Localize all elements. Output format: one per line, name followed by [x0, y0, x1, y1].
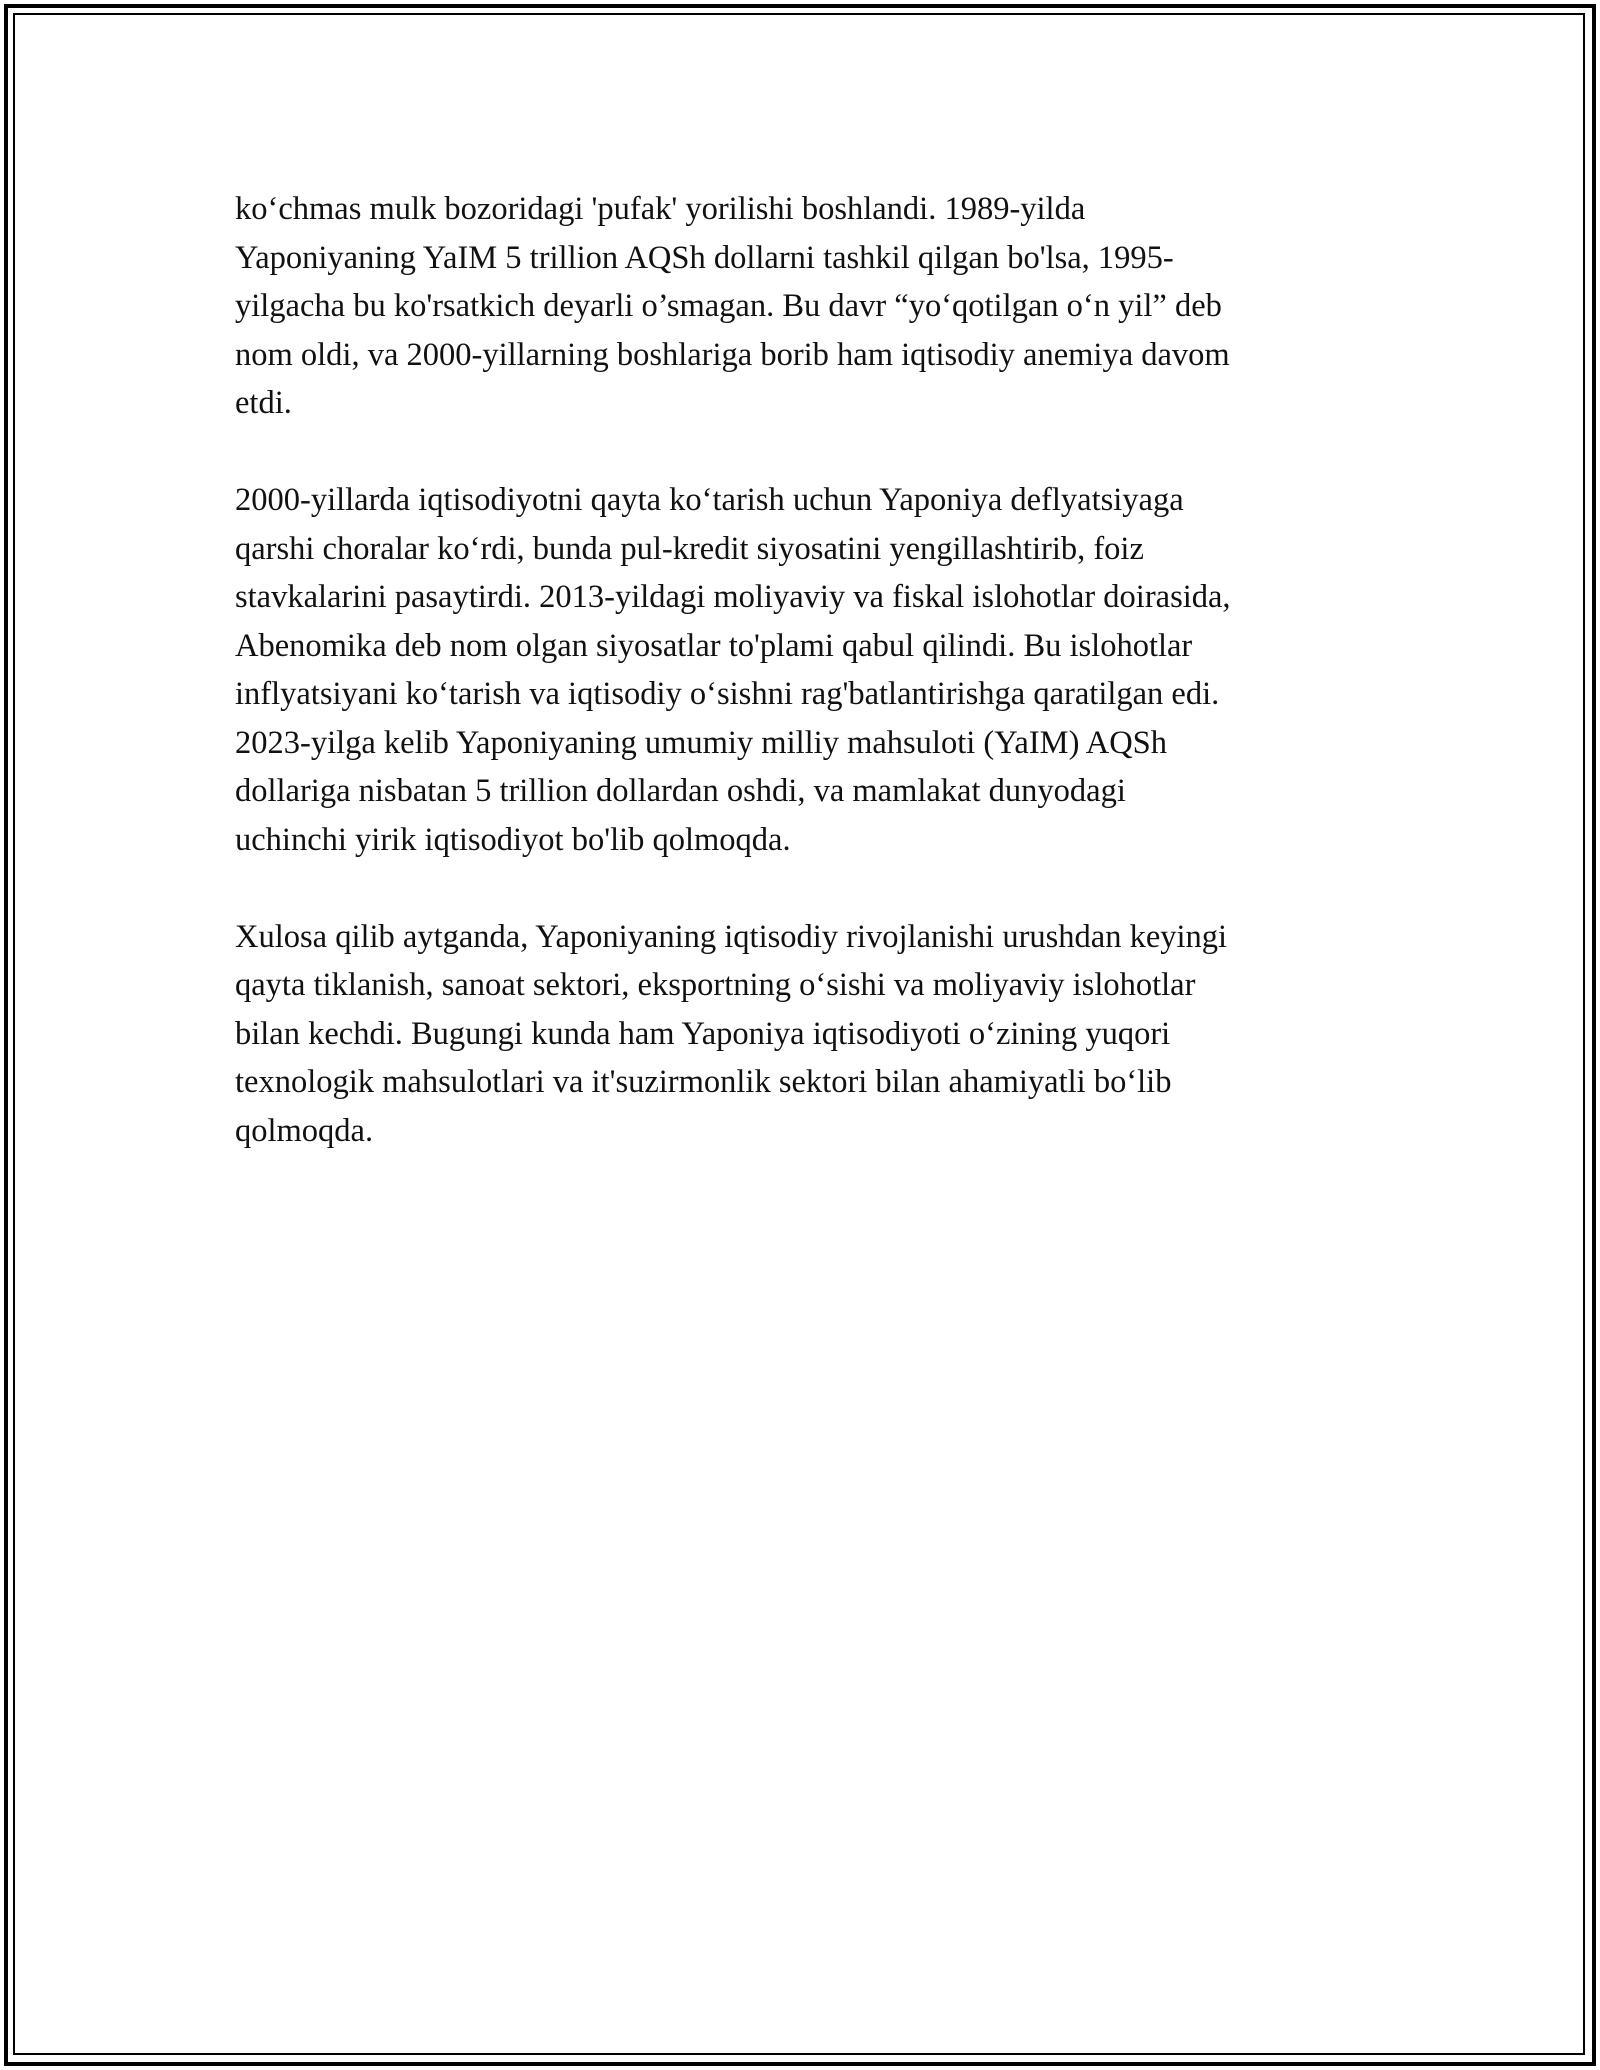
paragraph-line: texnologik mahsulotlari va it'suzirmonlik sektori bilan ahamiyatli bo‘lib — [235, 1064, 1172, 1100]
paragraph-line: nom oldi, va 2000-yillarning boshlariga borib ham iqtisodiy anemiya davom — [235, 336, 1230, 373]
paragraph-line: qarshi choralar ko‘rdi, bunda pul-kredit siyosatini yengillashtirib, foiz — [235, 530, 1144, 567]
paragraph-3 — [235, 913, 1375, 1156]
paragraph-line: inflyatsiyani ko‘tarish va iqtisodiy o‘sishni rag'batlantirishga qaratilgan edi. — [235, 676, 1220, 712]
paragraph-line: Yaponiyaning YaIM 5 trillion AQSh dollarni tashkil qilgan bo'lsa, 1995- — [235, 239, 1174, 276]
paragraph-line: bilan kechdi. Bugungi kunda ham Yaponiya iqtisodiyoti o‘zining yuqori — [235, 1015, 1171, 1052]
paragraph-line: uchinchi yirik iqtisodiyot bo'lib qolmoqda. — [235, 821, 791, 858]
paragraph-line: dollariga nisbatan 5 trillion dollardan oshdi, va mamlakat dunyodagi — [235, 773, 1126, 809]
paragraph-line: yilgacha bu ko'rsatkich deyarli o’smagan. Bu davr “yo‘qotilgan o‘n yil” deb — [235, 288, 1222, 324]
paragraph-line: Xulosa qilib aytganda, Yaponiyaning iqtisodiy rivojlanishi urushdan keyingi — [235, 918, 1228, 955]
paragraph-line: 2000-yillarda iqtisodiyotni qayta ko‘tarish uchun Yaponiya deflyatsiyaga — [235, 482, 1184, 518]
paragraph-line: stavkalarini pasaytirdi. 2013-yildagi moliyaviy va fiskal islohotlar doirasida, — [235, 579, 1231, 615]
paragraph-line: 2023-yilga kelib Yaponiyaning umumiy milliy mahsuloti (YaIM) AQSh — [235, 724, 1167, 761]
paragraph-line: qayta tiklanish, sanoat sektori, eksportning o‘sishi va moliyaviy islohotlar — [235, 967, 1196, 1003]
paragraph-line: qolmoqda. — [235, 1112, 374, 1149]
paragraph-1 — [235, 185, 1375, 428]
document-body — [235, 185, 1375, 1204]
paragraph-line: etdi. — [235, 385, 292, 421]
paragraph-line: Abenomika deb nom olgan siyosatlar to'plami qabul qilindi. Bu islohotlar — [235, 627, 1193, 664]
paragraph-2 — [235, 476, 1375, 864]
paragraph-line: ko‘chmas mulk bozoridagi 'pufak' yorilishi boshlandi. 1989-yilda — [235, 191, 1086, 227]
